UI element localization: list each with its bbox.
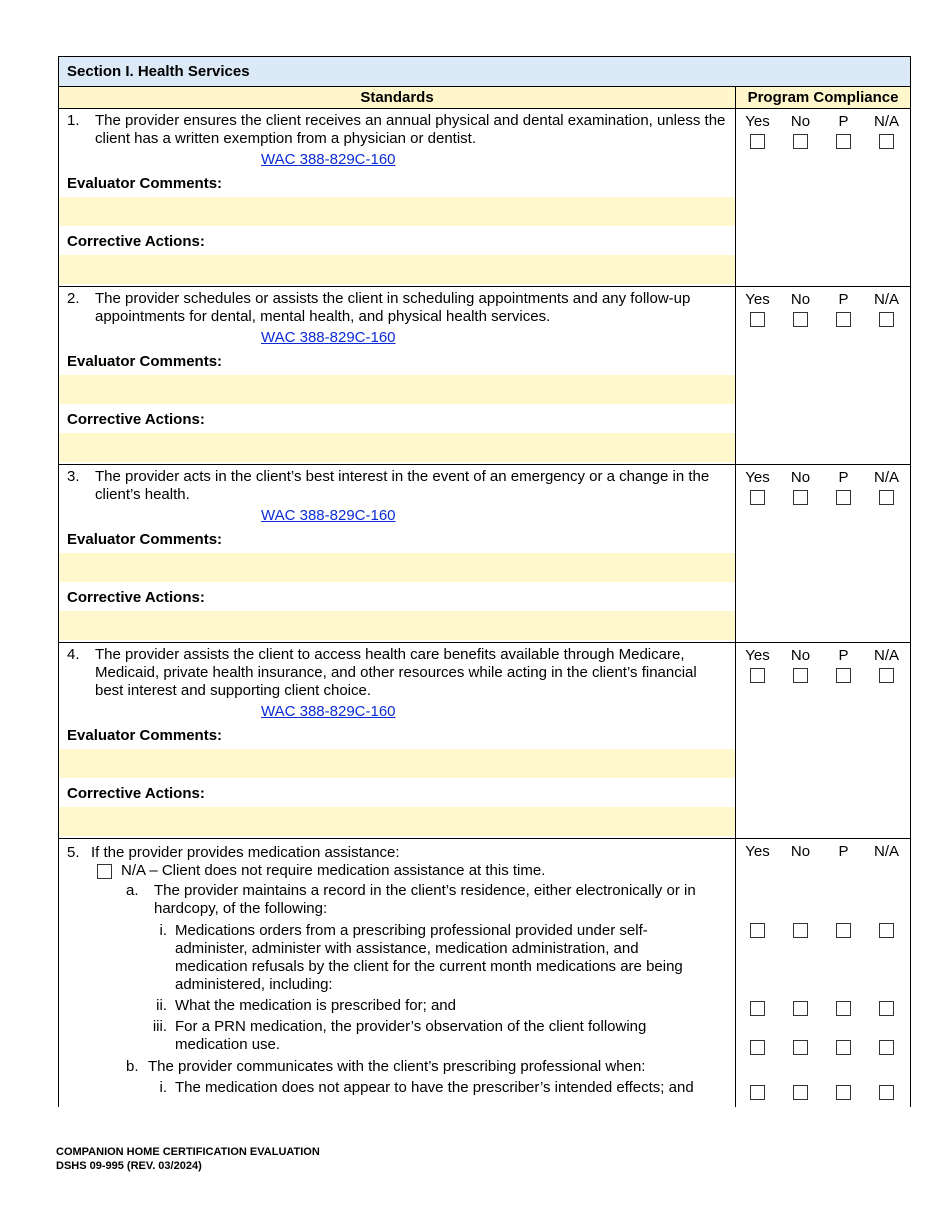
standard-text: The provider acts in the client’s best interest in the event of an emergency or a change in the client’s health. [95, 468, 710, 503]
sub-marker: a. [126, 882, 139, 899]
p-label: P [838, 469, 849, 486]
na-label: N/A [873, 113, 899, 130]
standard-item-1 [59, 109, 910, 287]
no-checkbox[interactable] [793, 312, 808, 327]
na-checkbox[interactable] [879, 923, 894, 938]
p-checkbox[interactable] [836, 134, 851, 149]
yes-checkbox[interactable] [750, 668, 765, 683]
na-checkbox[interactable] [879, 668, 894, 683]
footer-form-title: COMPANION HOME CERTIFICATION EVALUATION [56, 1146, 320, 1158]
no-checkbox[interactable] [793, 923, 808, 938]
checkbox-row-5a-i [736, 923, 908, 938]
footer-form-number: DSHS 09-995 (REV. 03/2024) [56, 1160, 202, 1172]
p-checkbox[interactable] [836, 923, 851, 938]
corrective-actions-field[interactable] [59, 254, 735, 285]
corrective-actions-field[interactable] [59, 610, 735, 641]
checkbox-row [736, 668, 910, 683]
subitem-marker: iii. [152, 1018, 167, 1035]
compliance-labels [736, 465, 910, 486]
wac-link[interactable]: WAC 388-829C-160 [261, 507, 396, 524]
no-checkbox[interactable] [793, 1040, 808, 1055]
na-label: N/A [873, 647, 899, 664]
corrective-actions-label: Corrective Actions: [67, 233, 205, 250]
p-label: P [838, 647, 849, 664]
no-label: No [790, 469, 811, 486]
no-label: No [790, 113, 811, 130]
section-title: Section I. Health Services [59, 57, 910, 87]
sub-marker: b. [126, 1058, 139, 1075]
corrective-actions-label: Corrective Actions: [67, 589, 205, 606]
subitem-marker: ii. [156, 997, 167, 1014]
na-label: N/A [873, 291, 899, 308]
na-checkbox[interactable] [879, 1040, 894, 1055]
evaluator-comments-field[interactable] [59, 196, 735, 227]
item-number: 4. [67, 646, 80, 663]
p-checkbox[interactable] [836, 490, 851, 505]
na-checkbox[interactable] [879, 1085, 894, 1100]
evaluator-comments-field[interactable] [59, 374, 735, 405]
p-checkbox[interactable] [836, 1040, 851, 1055]
yes-label: Yes [745, 647, 770, 664]
item-intro: If the provider provides medication assistance: [91, 844, 400, 861]
no-label: No [790, 647, 811, 664]
items-container [59, 109, 910, 839]
compliance-cell [736, 109, 910, 286]
evaluator-comments-label: Evaluator Comments: [67, 175, 223, 192]
standards-header: Standards [59, 87, 736, 108]
checkbox-row [736, 312, 910, 327]
evaluator-comments-label: Evaluator Comments: [67, 353, 223, 370]
yes-label: Yes [745, 843, 770, 860]
item-number: 5. [67, 844, 80, 861]
no-label: No [790, 291, 811, 308]
compliance-cell-5 [736, 839, 910, 1107]
compliance-labels [736, 287, 910, 308]
yes-label: Yes [745, 469, 770, 486]
sub-a-text: The provider maintains a record in the client’s residence, either electronically or in hardcopy, of the following: [154, 882, 696, 917]
standard-item-2 [59, 287, 910, 465]
no-checkbox[interactable] [793, 490, 808, 505]
no-label: No [790, 843, 811, 860]
wac-link[interactable]: WAC 388-829C-160 [261, 151, 396, 168]
standard-text: The provider ensures the client receives an annual physical and dental examination, unless the client has a written exemption from a physician or dentist. [95, 112, 726, 147]
compliance-cell [736, 465, 910, 642]
p-label: P [838, 843, 849, 860]
yes-checkbox[interactable] [750, 1085, 765, 1100]
corrective-actions-label: Corrective Actions: [67, 785, 205, 802]
yes-label: Yes [745, 291, 770, 308]
column-header [59, 87, 910, 109]
subitem-text: The medication does not appear to have the prescriber’s intended effects; and [175, 1079, 694, 1096]
subitem-text: What the medication is prescribed for; and [175, 997, 456, 1014]
na-label: N/A [873, 843, 899, 860]
na-label: N/A [873, 469, 899, 486]
compliance-labels [736, 643, 910, 664]
standard-item-3 [59, 465, 910, 643]
yes-checkbox[interactable] [750, 312, 765, 327]
compliance-header: Program Compliance [747, 89, 899, 106]
no-checkbox[interactable] [793, 668, 808, 683]
wac-link[interactable]: WAC 388-829C-160 [261, 329, 396, 346]
corrective-actions-field[interactable] [59, 806, 735, 837]
yes-checkbox[interactable] [750, 134, 765, 149]
subitem-text: For a PRN medication, the provider’s observation of the client following medication use. [175, 1018, 647, 1053]
standard-text: The provider schedules or assists the client in scheduling appointments and any follow-up appointments for dental, mental health, and physical health services. [95, 290, 691, 325]
na-checkbox[interactable] [97, 864, 112, 879]
item-number: 3. [67, 468, 80, 485]
compliance-labels [736, 839, 910, 860]
evaluator-comments-label: Evaluator Comments: [67, 727, 223, 744]
na-checkbox[interactable] [879, 1001, 894, 1016]
item-number: 2. [67, 290, 80, 307]
standard-item-5 [59, 839, 910, 1107]
p-checkbox[interactable] [836, 668, 851, 683]
na-checkbox[interactable] [879, 490, 894, 505]
evaluation-form [58, 56, 911, 1107]
yes-label: Yes [745, 113, 770, 130]
no-checkbox[interactable] [793, 1085, 808, 1100]
compliance-cell [736, 643, 910, 838]
compliance-labels [736, 109, 910, 130]
compliance-cell [736, 287, 910, 464]
subitem-marker: i. [159, 1079, 167, 1096]
yes-checkbox[interactable] [750, 490, 765, 505]
standard-item-4 [59, 643, 910, 839]
no-checkbox[interactable] [793, 134, 808, 149]
na-checkbox[interactable] [879, 312, 894, 327]
checkbox-row-5a-ii [736, 1001, 908, 1016]
na-label: N/A – Client does not require medication assistance at this time. [121, 862, 546, 879]
checkbox-row [736, 134, 910, 149]
item-number: 1. [67, 112, 80, 129]
subitem-marker: i. [159, 922, 167, 939]
p-checkbox[interactable] [836, 1085, 851, 1100]
p-checkbox[interactable] [836, 312, 851, 327]
subitem-text: Medications orders from a prescribing professional provided under self-administer, administer with assistance, medication administration, and medication refusals by the client for the current month medications are being administered, including: [175, 922, 683, 993]
p-label: P [838, 113, 849, 130]
no-checkbox[interactable] [793, 1001, 808, 1016]
checkbox-row-5a-iii [736, 1040, 908, 1055]
yes-checkbox[interactable] [750, 923, 765, 938]
p-label: P [838, 291, 849, 308]
yes-checkbox[interactable] [750, 1001, 765, 1016]
checkbox-row [736, 490, 910, 505]
p-checkbox[interactable] [836, 1001, 851, 1016]
evaluator-comments-field[interactable] [59, 748, 735, 779]
corrective-actions-label: Corrective Actions: [67, 411, 205, 428]
sub-b-text: The provider communicates with the client’s prescribing professional when: [148, 1058, 646, 1075]
page-footer [56, 1145, 320, 1173]
evaluator-comments-field[interactable] [59, 552, 735, 583]
wac-link[interactable]: WAC 388-829C-160 [261, 703, 396, 720]
corrective-actions-field[interactable] [59, 432, 735, 463]
evaluator-comments-label: Evaluator Comments: [67, 531, 223, 548]
na-checkbox[interactable] [879, 134, 894, 149]
standard-text: The provider assists the client to access health care benefits available through Medicare, Medicaid, private health insurance, and other resources while acting in the client’s financial best interest and supporting client choice. [95, 646, 697, 699]
yes-checkbox[interactable] [750, 1040, 765, 1055]
checkbox-row-5b-i [736, 1085, 908, 1100]
